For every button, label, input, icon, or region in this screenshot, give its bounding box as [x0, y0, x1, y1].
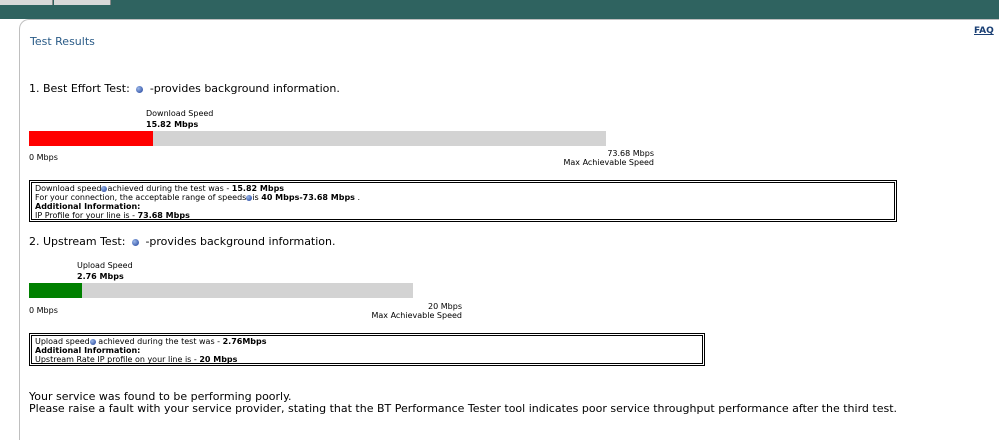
upload-section-desc: -provides background information. — [145, 235, 336, 248]
download-info-box — [29, 180, 897, 222]
download-speed-value: 15.82 Mbps — [146, 120, 199, 129]
upload-info-text: achieved during the test was - — [95, 337, 223, 346]
download-info-text: Download speed — [35, 184, 102, 193]
nav-tab-3-active[interactable] — [112, 0, 169, 5]
download-speed-label: Download Speed — [146, 109, 214, 118]
result-message-line1: Your service was found to be performing poorly. — [29, 390, 292, 403]
upload-info-line2 — [35, 346, 699, 355]
download-info-value: 40 Mbps-73.68 Mbps — [261, 193, 355, 202]
upload-speed-value: 2.76 Mbps — [77, 272, 124, 281]
download-info-text: IP Profile for your line is - — [35, 211, 138, 220]
info-icon[interactable] — [132, 239, 139, 246]
faq-link[interactable]: FAQ — [974, 26, 994, 36]
upload-speed-bar — [29, 283, 413, 298]
download-info-line3 — [35, 202, 891, 211]
upload-info-value: 2.76Mbps — [222, 337, 267, 346]
upload-max-value: 20 Mbps — [428, 302, 462, 311]
download-max-label: Max Achievable Speed — [563, 158, 654, 167]
result-message-line2: Please raise a fault with your service provider, stating that the BT Performance Tester tool indicates poor service throughput performance after the third test. — [29, 402, 898, 415]
upload-info-line1 — [35, 337, 699, 346]
download-section-desc: -provides background information. — [149, 82, 340, 95]
upload-info-value: 20 Mbps — [199, 355, 238, 364]
download-info-text: For your connection, the acceptable range of speeds — [35, 193, 247, 202]
upload-speed-bar-fill — [29, 283, 82, 298]
info-icon[interactable] — [136, 86, 143, 93]
top-nav-bar — [0, 0, 999, 19]
download-min-label: 0 Mbps — [29, 153, 58, 162]
download-info-text: achieved during the test was - — [107, 184, 232, 193]
upload-section-label: 2. Upstream Test: — [29, 235, 126, 248]
upload-info-box — [29, 333, 705, 366]
download-section-label: 1. Best Effort Test: — [29, 82, 130, 95]
download-info-line4 — [35, 211, 891, 220]
download-info-text: . — [354, 193, 361, 202]
download-max-value: 73.68 Mbps — [607, 149, 654, 158]
download-speed-bar-fill — [29, 131, 153, 146]
upload-max-label: Max Achievable Speed — [371, 311, 462, 320]
download-info-heading: Additional Information: — [35, 202, 141, 211]
download-info-line1 — [35, 184, 891, 193]
upload-info-text: Upstream Rate IP profile on your line is - — [35, 355, 200, 364]
page-title: Test Results — [30, 35, 95, 48]
upload-min-label: 0 Mbps — [29, 306, 58, 315]
download-info-text: is — [252, 193, 262, 202]
download-speed-bar — [29, 131, 606, 146]
nav-tab-1[interactable] — [0, 0, 53, 5]
download-info-value: 15.82 Mbps — [231, 184, 285, 193]
upload-info-text: Upload speed — [35, 337, 90, 346]
upload-info-line3 — [35, 355, 699, 364]
upload-info-heading: Additional Information: — [35, 346, 141, 355]
nav-tab-2[interactable] — [54, 0, 111, 5]
upload-section-title — [29, 235, 336, 248]
upload-speed-label: Upload Speed — [77, 261, 133, 270]
download-info-line2 — [35, 193, 891, 202]
download-info-value: 73.68 Mbps — [137, 211, 190, 220]
download-section-title — [29, 82, 340, 95]
